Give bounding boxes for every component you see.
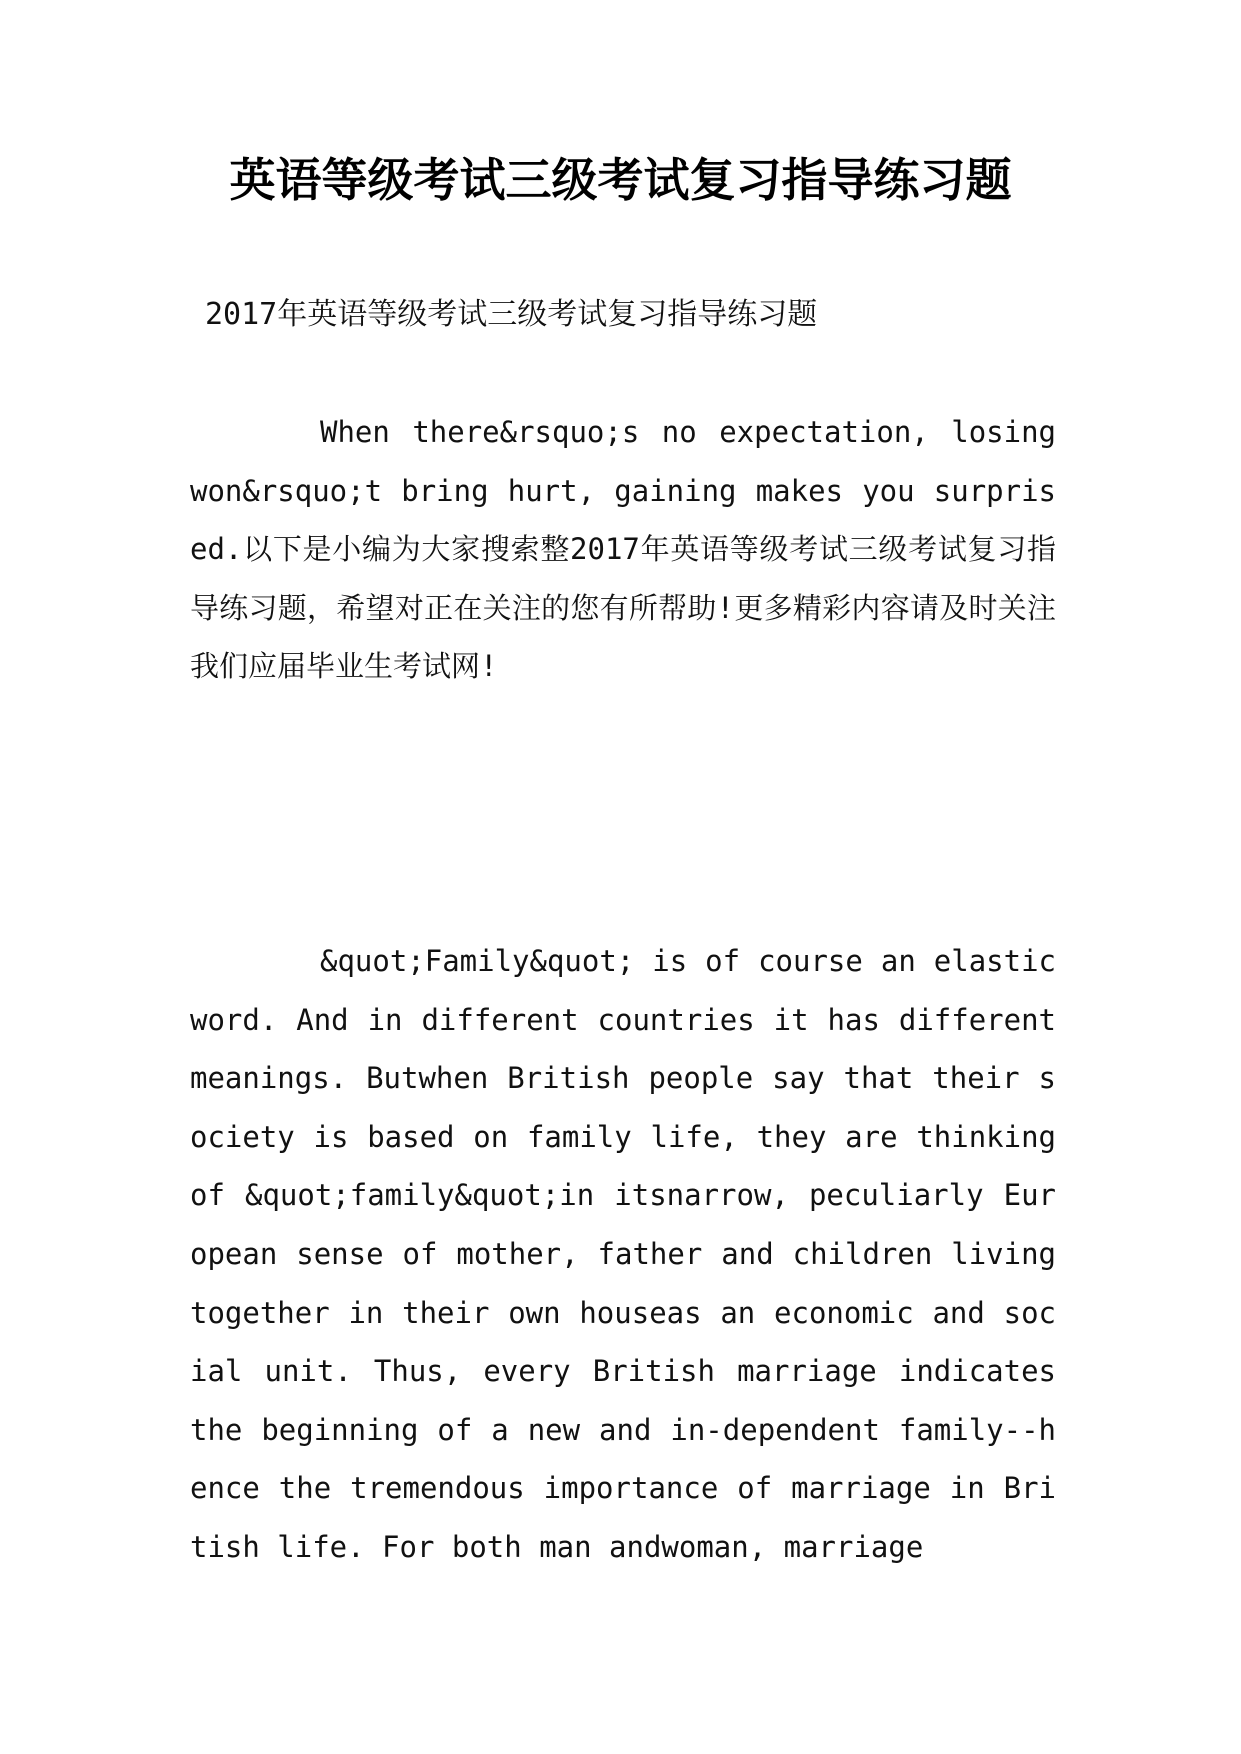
body-paragraph: &quot;Family&quot; is of course an elastic word. And in different countries it has different meanings. Butwhen British people say that their society is based on family life, they are thinking of &quot;family&quot;in itsnarrow, peculiarly European sense of mother, father and children living together in their own houseas an economic and social unit. Thus, every British marriage indicates the beginning of a new and in-dependent family--hence the tremendous importance of marriage in British life. For both man andwoman, marriage: [190, 944, 1056, 1564]
document-title: 英语等级考试三级考试复习指导练习题: [229, 153, 1012, 207]
intro-paragraph: When there&rsquo;s no expectation, losing won&rsquo;t bring hurt, gaining makes you surprised.以下是小编为大家搜索整2017年英语等级考试三级考试复习指导练习题，希望对正在关注的您有所帮助!更多精彩内容请及时关注我们应届毕业生考试网!: [190, 415, 1056, 684]
document-subtitle: 2017年英语等级考试三级考试复习指导练习题: [205, 297, 818, 332]
